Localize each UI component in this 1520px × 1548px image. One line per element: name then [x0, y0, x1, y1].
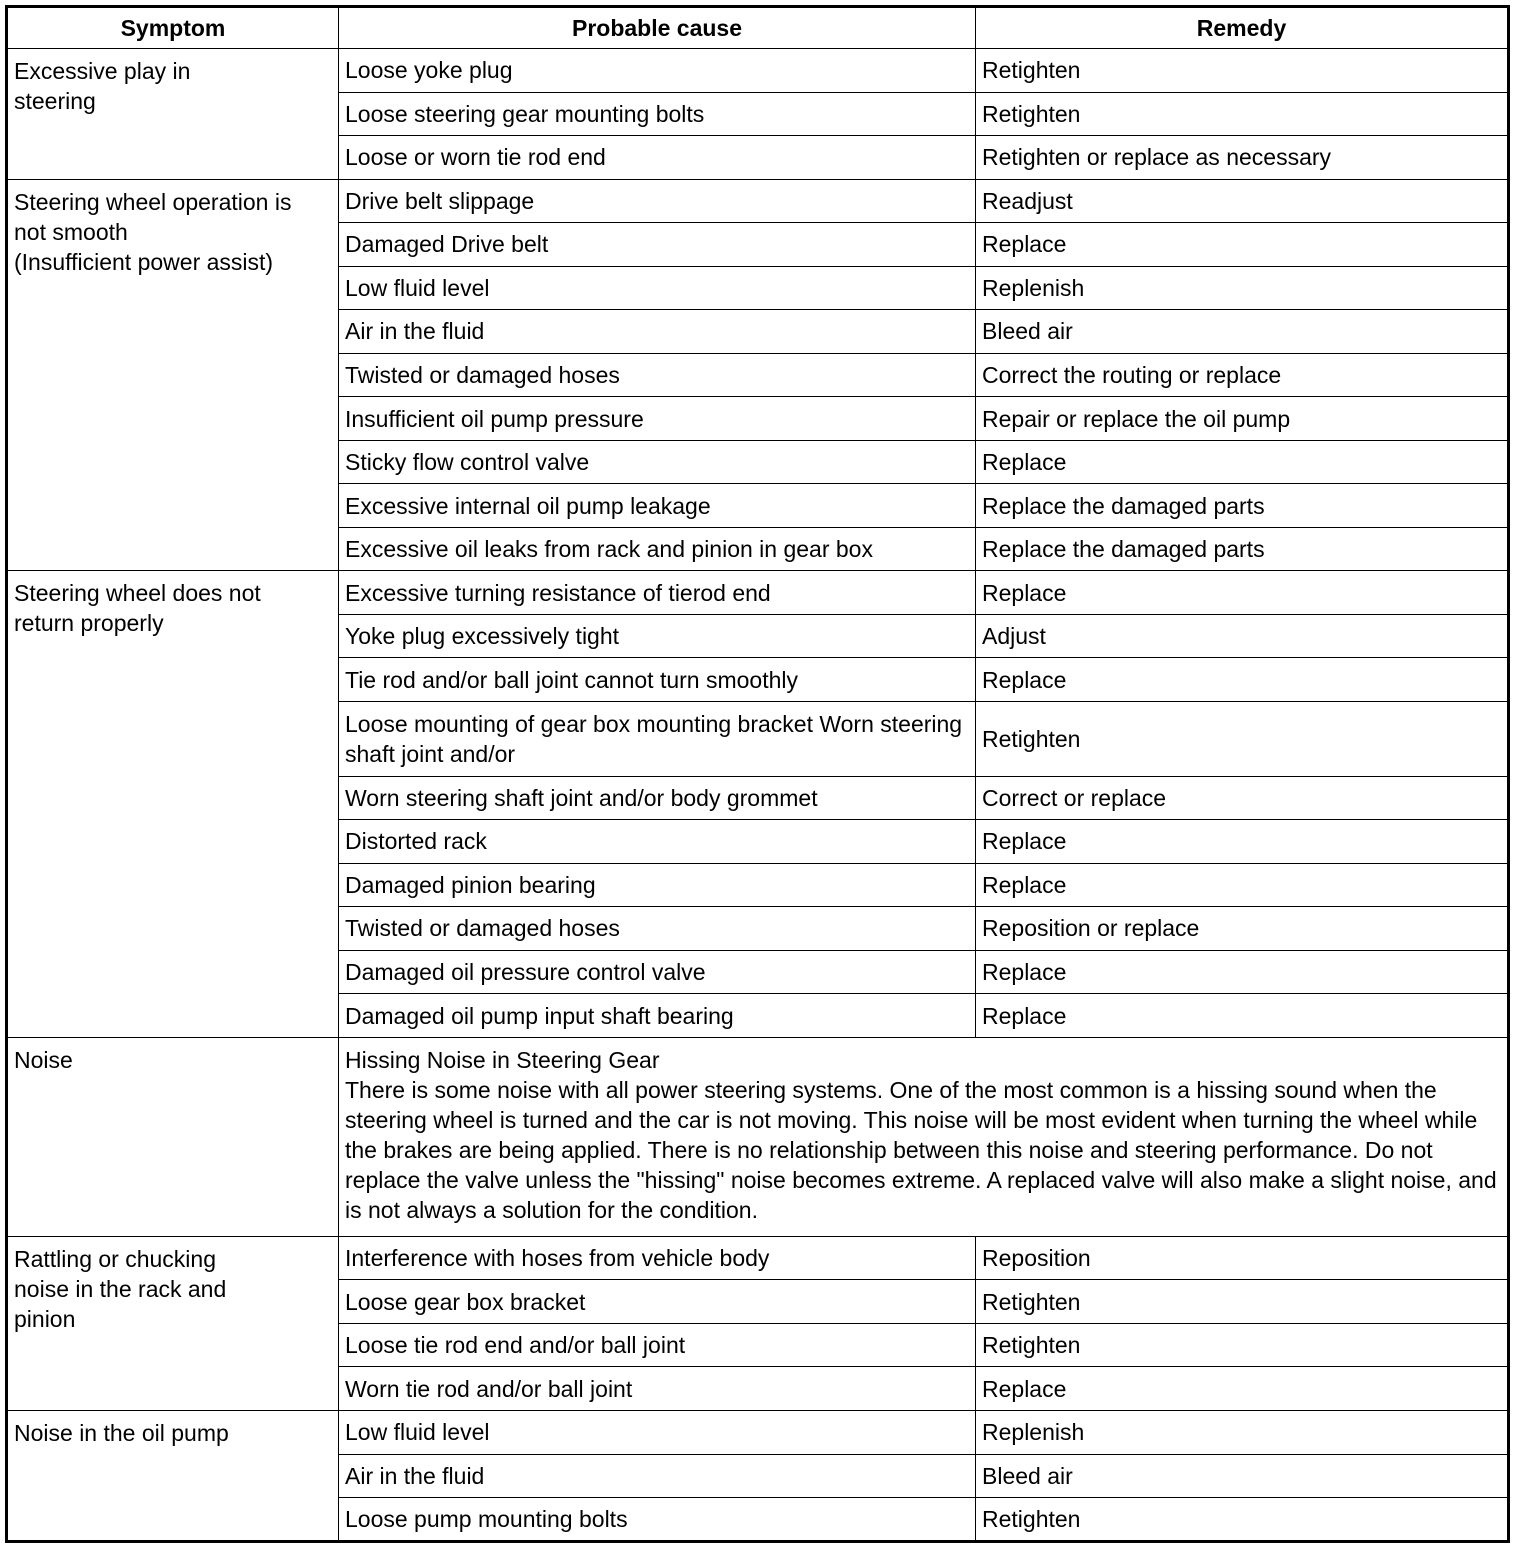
remedy-cell: Replace	[976, 440, 1509, 484]
remedy-cell: Replenish	[976, 1410, 1509, 1454]
cause-cell: Damaged pinion bearing	[339, 863, 976, 907]
remedy-cell: Replace the damaged parts	[976, 527, 1509, 571]
remedy-cell: Replace	[976, 863, 1509, 907]
symptom-cell: Steering wheel operation is not smooth (Insufficient power assist)	[7, 179, 339, 571]
cause-cell: Damaged oil pressure control valve	[339, 950, 976, 994]
cause-cell: Twisted or damaged hoses	[339, 353, 976, 397]
cause-cell: Air in the fluid	[339, 1454, 976, 1498]
cause-cell: Distorted rack	[339, 820, 976, 864]
remedy-cell: Replace	[976, 950, 1509, 994]
noise-note-title: Hissing Noise in Steering Gear	[345, 1046, 660, 1073]
remedy-cell: Retighten	[976, 1323, 1509, 1367]
remedy-cell: Bleed air	[976, 310, 1509, 354]
table-row	[7, 1236, 1509, 1280]
cause-cell: Loose gear box bracket	[339, 1280, 976, 1324]
remedy-cell: Replace	[976, 223, 1509, 267]
remedy-cell: Replace the damaged parts	[976, 484, 1509, 528]
cause-cell: Yoke plug excessively tight	[339, 614, 976, 658]
remedy-cell: Retighten	[976, 1280, 1509, 1324]
remedy-cell: Replace	[976, 571, 1509, 615]
cause-cell: Worn tie rod and/or ball joint	[339, 1367, 976, 1411]
table-row	[7, 1410, 1509, 1454]
cause-cell: Drive belt slippage	[339, 179, 976, 223]
cause-cell: Interference with hoses from vehicle body	[339, 1236, 976, 1280]
cause-cell: Excessive internal oil pump leakage	[339, 484, 976, 528]
symptom-cell: Noise in the oil pump	[7, 1410, 339, 1541]
cause-cell: Loose or worn tie rod end	[339, 136, 976, 180]
cause-cell: Insufficient oil pump pressure	[339, 397, 976, 441]
remedy-cell: Reposition or replace	[976, 907, 1509, 951]
cause-cell: Tie rod and/or ball joint cannot turn smoothly	[339, 658, 976, 702]
cause-cell: Excessive oil leaks from rack and pinion in gear box	[339, 527, 976, 571]
symptom-cell: Noise	[7, 1037, 339, 1236]
remedy-cell: Readjust	[976, 179, 1509, 223]
table-row	[7, 179, 1509, 223]
remedy-header: Remedy	[976, 7, 1509, 49]
remedy-cell: Replace	[976, 820, 1509, 864]
remedy-cell: Adjust	[976, 614, 1509, 658]
remedy-cell: Correct or replace	[976, 776, 1509, 820]
noise-note-body: There is some noise with all power steering systems. One of the most common is a hissing sound when the steering wheel is turned and the car is not moving. This noise will be most evident when turning the wheel while the brakes are being applied. There is no relationship between this noise and steering performance. Do not replace the valve unless the "hissing" noise becomes extreme. A replaced valve will also make a slight noise, and is not always a solution for the condition.	[345, 1076, 1497, 1223]
cause-cell: Sticky flow control valve	[339, 440, 976, 484]
remedy-cell: Correct the routing or replace	[976, 353, 1509, 397]
remedy-cell: Replenish	[976, 266, 1509, 310]
table-row	[7, 49, 1509, 93]
troubleshooting-table	[5, 5, 1510, 1543]
remedy-cell: Retighten	[976, 701, 1509, 776]
remedy-cell: Retighten	[976, 49, 1509, 93]
remedy-cell: Retighten	[976, 92, 1509, 136]
noise-note-cell	[339, 1037, 1509, 1236]
remedy-cell: Bleed air	[976, 1454, 1509, 1498]
symptom-cell: Excessive play in steering	[7, 49, 339, 180]
cause-cell: Loose tie rod end and/or ball joint	[339, 1323, 976, 1367]
cause-cell: Loose steering gear mounting bolts	[339, 92, 976, 136]
remedy-cell: Retighten or replace as necessary	[976, 136, 1509, 180]
cause-cell: Excessive turning resistance of tierod end	[339, 571, 976, 615]
remedy-cell: Replace	[976, 1367, 1509, 1411]
remedy-cell: Replace	[976, 994, 1509, 1038]
symptom-header: Symptom	[7, 7, 339, 49]
cause-cell: Low fluid level	[339, 1410, 976, 1454]
cause-cell: Low fluid level	[339, 266, 976, 310]
symptom-cell: Rattling or chucking noise in the rack and pinion	[7, 1236, 339, 1410]
remedy-cell: Repair or replace the oil pump	[976, 397, 1509, 441]
remedy-cell: Retighten	[976, 1498, 1509, 1542]
cause-cell: Loose yoke plug	[339, 49, 976, 93]
symptom-cell: Steering wheel does not return properly	[7, 571, 339, 1037]
remedy-cell: Replace	[976, 658, 1509, 702]
probable-cause-header: Probable cause	[339, 7, 976, 49]
cause-cell: Twisted or damaged hoses	[339, 907, 976, 951]
cause-cell: Worn steering shaft joint and/or body grommet	[339, 776, 976, 820]
cause-cell: Loose pump mounting bolts	[339, 1498, 976, 1542]
remedy-cell: Reposition	[976, 1236, 1509, 1280]
cause-cell: Loose mounting of gear box mounting bracket Worn steering shaft joint and/or	[339, 701, 976, 776]
cause-cell: Damaged Drive belt	[339, 223, 976, 267]
cause-cell: Air in the fluid	[339, 310, 976, 354]
table-row	[7, 1037, 1509, 1236]
table-row	[7, 571, 1509, 615]
cause-cell: Damaged oil pump input shaft bearing	[339, 994, 976, 1038]
header-row	[7, 7, 1509, 49]
